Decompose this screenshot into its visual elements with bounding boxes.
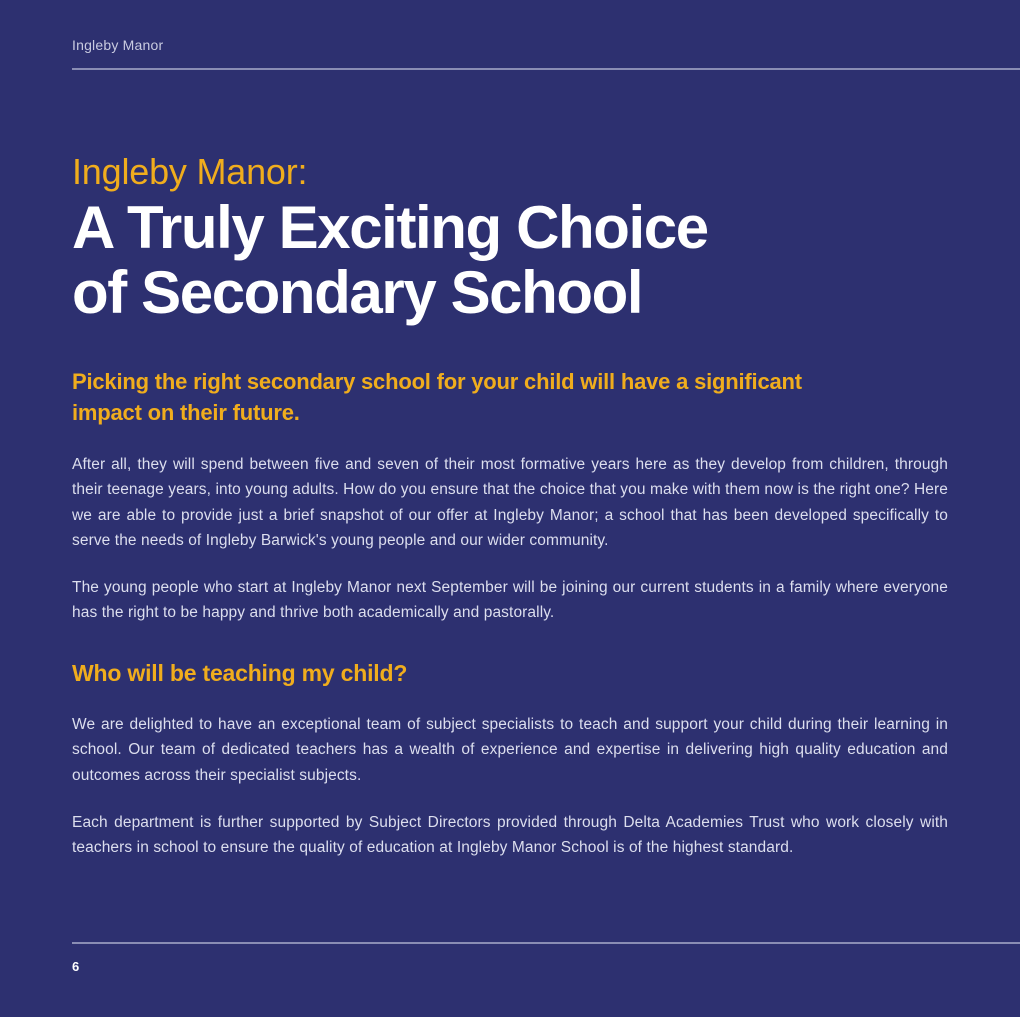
section-heading-teaching: Who will be teaching my child? [72, 660, 408, 686]
page-title-line-2: of Secondary School [72, 259, 643, 327]
page-number: 6 [72, 959, 80, 974]
body-section-teaching [72, 712, 948, 860]
footer-divider-rule [72, 942, 1020, 944]
title-block [72, 152, 950, 326]
header-divider-rule [72, 68, 1020, 70]
page-title [72, 196, 950, 326]
body-section-intro [72, 452, 948, 626]
body-paragraph: Each department is further supported by Subject Directors provided through Delta Academies Trust who work closely with teachers in school to ensure the quality of education at Ingleby Manor School is of the highest standard. [72, 813, 948, 856]
lede-paragraph: Picking the right secondary school for your child will have a significant impact on their future. [72, 369, 802, 426]
running-header-title: Ingleby Manor [72, 37, 164, 53]
body-paragraph: The young people who start at Ingleby Manor next September will be joining our current students in a family where everyone has the right to be happy and thrive both academically and pastorally. [72, 579, 948, 622]
page-title-line-1: A Truly Exciting Choice [72, 194, 708, 262]
running-header [72, 38, 1020, 52]
eyebrow-text: Ingleby Manor: [72, 151, 308, 192]
body-paragraph: After all, they will spend between five and seven of their most formative years here as they develop from children, through their teenage years, into young adults. How do you ensure that the choice that you make with them now is the right one? Here we are able to provide just a brief snapshot of our offer at Ingleby Manor; a school that has been developed specifically to serve the needs of Ingleby Barwick's young people and our wider community. [72, 456, 948, 549]
body-paragraph: We are delighted to have an exceptional team of subject specialists to teach and support your child during their learning in school. Our team of dedicated teachers has a wealth of experience and expertise in delivering high quality education and outcomes across their specialist subjects. [72, 716, 948, 784]
